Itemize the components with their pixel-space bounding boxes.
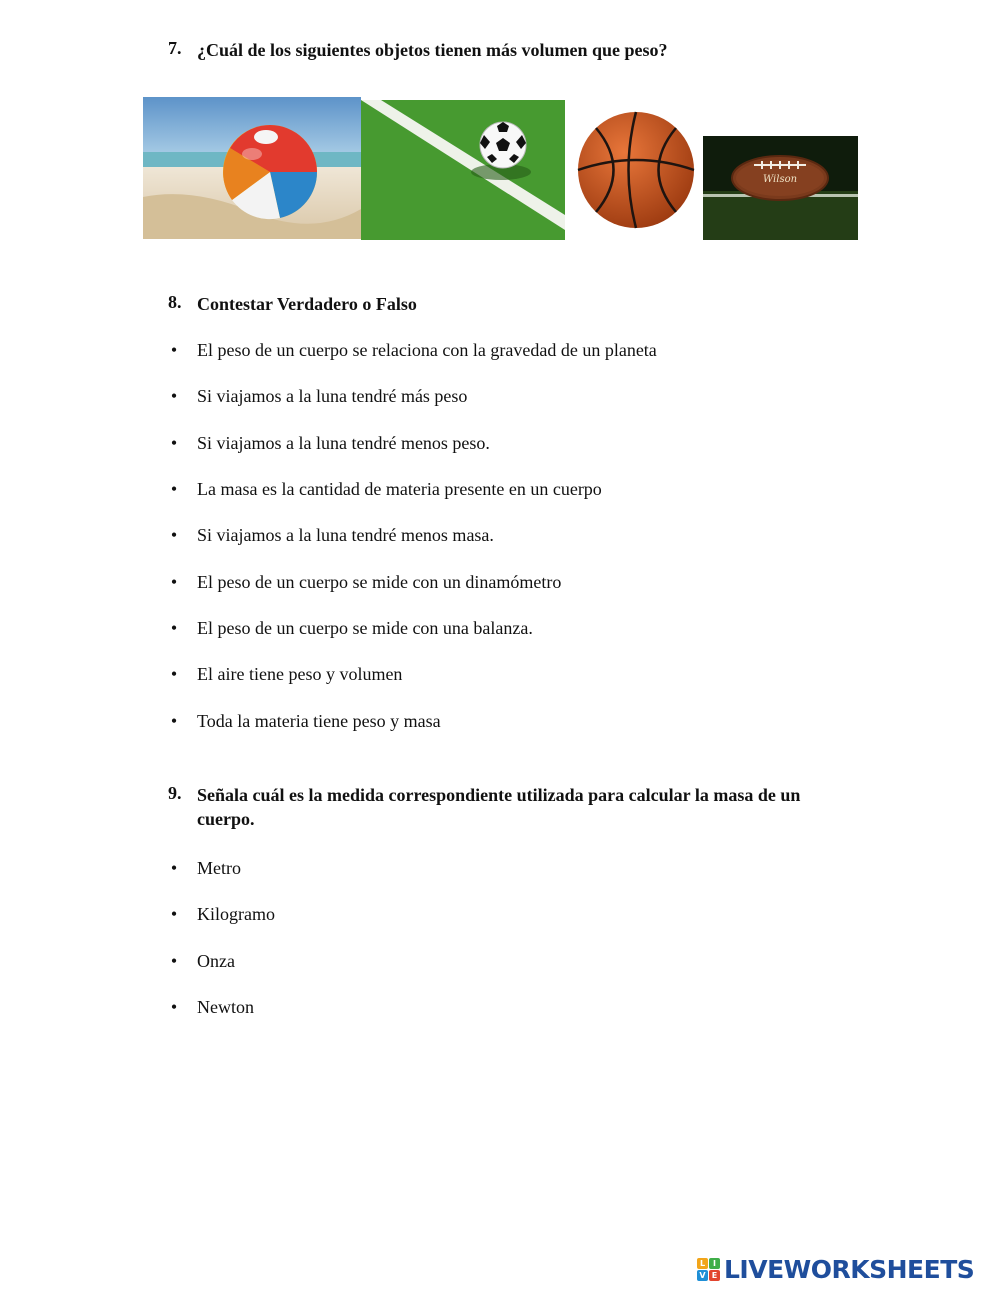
logo-letter-i: I xyxy=(709,1258,720,1269)
logo-squares-icon xyxy=(697,1258,721,1282)
statement-text: El peso de un cuerpo se relaciona con la gravedad de un planeta xyxy=(197,340,657,360)
bullet-icon: • xyxy=(170,340,178,360)
option-text: Onza xyxy=(197,951,235,971)
question-7-text: ¿Cuál de los siguientes objetos tienen más volumen que peso? xyxy=(197,40,668,60)
statement-text: Si viajamos a la luna tendré menos masa. xyxy=(197,525,494,545)
bullet-icon: • xyxy=(170,711,178,731)
bullet-icon: • xyxy=(170,433,178,453)
bullet-icon: • xyxy=(170,664,178,684)
football-brand-text: Wilson xyxy=(762,174,798,185)
bullet-icon: • xyxy=(170,951,178,971)
statement-text: El peso de un cuerpo se mide con una balanza. xyxy=(197,618,533,638)
american-football-image xyxy=(703,136,858,240)
bullet-icon: • xyxy=(170,525,178,545)
soccer-ball-image xyxy=(361,100,565,240)
statement-text: Si viajamos a la luna tendré más peso xyxy=(197,386,468,406)
bullet-icon: • xyxy=(170,618,178,638)
option-text: Metro xyxy=(197,858,241,878)
statement-text: El peso de un cuerpo se mide con un dinamómetro xyxy=(197,572,562,592)
bullet-icon: • xyxy=(170,997,178,1017)
liveworksheets-logo[interactable] xyxy=(697,1255,997,1287)
statement-text: La masa es la cantidad de materia presente en un cuerpo xyxy=(197,479,602,499)
bullet-icon: • xyxy=(170,386,178,406)
statement-text: Si viajamos a la luna tendré menos peso. xyxy=(197,433,490,453)
basketball-image xyxy=(576,110,696,230)
option-text: Newton xyxy=(197,997,254,1017)
bullet-icon: • xyxy=(170,479,178,499)
question-8-text: Contestar Verdadero o Falso xyxy=(197,294,417,314)
logo-letter-v: V xyxy=(697,1270,708,1281)
bullet-icon: • xyxy=(170,904,178,924)
beach-ball-image xyxy=(143,97,361,239)
question-9-number: 9. xyxy=(168,783,182,803)
option-text: Kilogramo xyxy=(197,904,275,924)
statement-text: Toda la materia tiene peso y masa xyxy=(197,711,441,731)
question-8-number: 8. xyxy=(168,292,182,312)
bullet-icon: • xyxy=(170,858,178,878)
question-9-text: Señala cuál es la medida correspondiente utilizada para calcular la masa de un cuerpo. xyxy=(197,785,801,829)
logo-letter-l: L xyxy=(697,1258,708,1269)
statement-text: El aire tiene peso y volumen xyxy=(197,664,403,684)
bullet-icon: • xyxy=(170,572,178,592)
logo-letter-e: E xyxy=(709,1270,720,1281)
logo-brand-text: LIVEWORKSHEETS xyxy=(724,1255,975,1284)
question-7-number: 7. xyxy=(168,38,182,58)
